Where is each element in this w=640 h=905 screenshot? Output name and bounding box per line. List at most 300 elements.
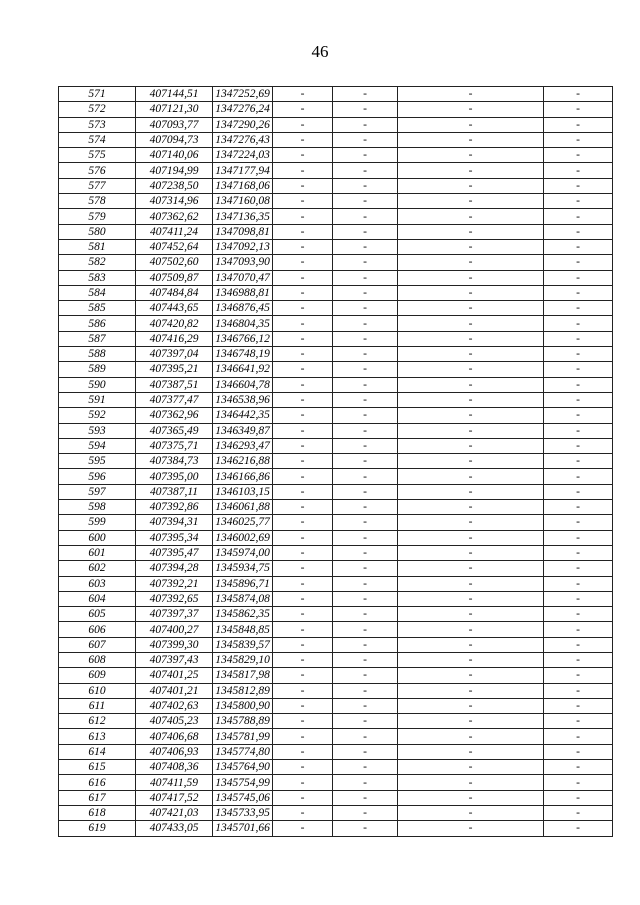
column-6-cell: - [398,316,544,331]
column-7-cell: - [544,148,613,163]
point-number-cell: 578 [59,194,136,209]
x-coordinate-cell: 407397,04 [136,347,213,362]
point-number-cell: 602 [59,561,136,576]
column-5-cell: - [333,821,398,836]
point-number-cell: 573 [59,117,136,132]
table-row [59,285,613,300]
table-row [59,239,613,254]
x-coordinate-cell: 407408,36 [136,760,213,775]
column-7-cell: - [544,545,613,560]
x-coordinate-cell: 407384,73 [136,454,213,469]
point-number-cell: 618 [59,805,136,820]
point-number-cell: 589 [59,362,136,377]
y-coordinate-cell: 1345781,99 [213,729,273,744]
column-7-cell: - [544,668,613,683]
column-7-cell: - [544,239,613,254]
table-row [59,316,613,331]
point-number-cell: 576 [59,163,136,178]
point-number-cell: 609 [59,668,136,683]
column-4-cell: - [273,683,333,698]
column-4-cell: - [273,607,333,622]
point-number-cell: 619 [59,821,136,836]
table-row [59,347,613,362]
column-4-cell: - [273,760,333,775]
column-4-cell: - [273,668,333,683]
column-6-cell: - [398,744,544,759]
y-coordinate-cell: 1347290,26 [213,117,273,132]
table-row [59,438,613,453]
column-7-cell: - [544,652,613,667]
column-6-cell: - [398,637,544,652]
table-row [59,729,613,744]
x-coordinate-cell: 407509,87 [136,270,213,285]
table-row [59,576,613,591]
x-coordinate-cell: 407387,11 [136,484,213,499]
column-7-cell: - [544,163,613,178]
y-coordinate-cell: 1346061,88 [213,500,273,515]
column-5-cell: - [333,530,398,545]
column-6-cell: - [398,87,544,102]
point-number-cell: 595 [59,454,136,469]
point-number-cell: 582 [59,255,136,270]
y-coordinate-cell: 1347070,47 [213,270,273,285]
column-6-cell: - [398,805,544,820]
x-coordinate-cell: 407405,23 [136,714,213,729]
table-row [59,500,613,515]
x-coordinate-cell: 407401,25 [136,668,213,683]
column-5-cell: - [333,729,398,744]
column-4-cell: - [273,423,333,438]
column-5-cell: - [333,469,398,484]
x-coordinate-cell: 407395,00 [136,469,213,484]
y-coordinate-cell: 1345848,85 [213,622,273,637]
column-5-cell: - [333,668,398,683]
table-row [59,132,613,147]
column-4-cell: - [273,530,333,545]
column-5-cell: - [333,163,398,178]
column-4-cell: - [273,178,333,193]
column-7-cell: - [544,576,613,591]
point-number-cell: 572 [59,102,136,117]
table-body [59,87,613,837]
column-6-cell: - [398,178,544,193]
point-number-cell: 584 [59,285,136,300]
point-number-cell: 607 [59,637,136,652]
column-6-cell: - [398,132,544,147]
point-number-cell: 575 [59,148,136,163]
column-6-cell: - [398,821,544,836]
column-6-cell: - [398,530,544,545]
x-coordinate-cell: 407397,43 [136,652,213,667]
y-coordinate-cell: 1345733,95 [213,805,273,820]
column-7-cell: - [544,744,613,759]
table-row [59,775,613,790]
column-4-cell: - [273,729,333,744]
column-4-cell: - [273,821,333,836]
x-coordinate-cell: 407406,68 [136,729,213,744]
table-row [59,454,613,469]
column-6-cell: - [398,224,544,239]
column-7-cell: - [544,821,613,836]
y-coordinate-cell: 1345934,75 [213,561,273,576]
y-coordinate-cell: 1345974,00 [213,545,273,560]
y-coordinate-cell: 1345754,99 [213,775,273,790]
column-7-cell: - [544,270,613,285]
column-4-cell: - [273,301,333,316]
column-4-cell: - [273,270,333,285]
column-6-cell: - [398,454,544,469]
point-number-cell: 612 [59,714,136,729]
point-number-cell: 617 [59,790,136,805]
column-6-cell: - [398,163,544,178]
y-coordinate-cell: 1345896,71 [213,576,273,591]
column-5-cell: - [333,683,398,698]
table-row [59,760,613,775]
column-4-cell: - [273,698,333,713]
column-4-cell: - [273,117,333,132]
column-6-cell: - [398,362,544,377]
column-7-cell: - [544,102,613,117]
column-7-cell: - [544,408,613,423]
column-7-cell: - [544,347,613,362]
column-6-cell: - [398,469,544,484]
table-row [59,790,613,805]
column-7-cell: - [544,790,613,805]
y-coordinate-cell: 1346538,96 [213,392,273,407]
y-coordinate-cell: 1345817,98 [213,668,273,683]
table-row [59,117,613,132]
column-5-cell: - [333,805,398,820]
column-6-cell: - [398,683,544,698]
x-coordinate-cell: 407375,71 [136,438,213,453]
y-coordinate-cell: 1346876,45 [213,301,273,316]
column-6-cell: - [398,377,544,392]
table-row [59,87,613,102]
point-number-cell: 579 [59,209,136,224]
column-5-cell: - [333,301,398,316]
x-coordinate-cell: 407401,21 [136,683,213,698]
table-row [59,668,613,683]
column-6-cell: - [398,607,544,622]
column-4-cell: - [273,591,333,606]
x-coordinate-cell: 407416,29 [136,331,213,346]
column-4-cell: - [273,377,333,392]
column-4-cell: - [273,255,333,270]
column-6-cell: - [398,775,544,790]
column-4-cell: - [273,454,333,469]
column-6-cell: - [398,102,544,117]
column-7-cell: - [544,729,613,744]
point-number-cell: 588 [59,347,136,362]
point-number-cell: 610 [59,683,136,698]
x-coordinate-cell: 407417,52 [136,790,213,805]
column-7-cell: - [544,775,613,790]
column-5-cell: - [333,760,398,775]
column-5-cell: - [333,607,398,622]
column-7-cell: - [544,377,613,392]
column-5-cell: - [333,714,398,729]
point-number-cell: 585 [59,301,136,316]
column-5-cell: - [333,132,398,147]
table-row [59,255,613,270]
column-4-cell: - [273,102,333,117]
y-coordinate-cell: 1345839,57 [213,637,273,652]
column-7-cell: - [544,607,613,622]
column-5-cell: - [333,209,398,224]
column-5-cell: - [333,637,398,652]
page-number: 46 [311,42,329,61]
column-7-cell: - [544,331,613,346]
y-coordinate-cell: 1345745,06 [213,790,273,805]
column-4-cell: - [273,347,333,362]
column-7-cell: - [544,561,613,576]
column-6-cell: - [398,209,544,224]
column-5-cell: - [333,255,398,270]
column-6-cell: - [398,285,544,300]
table-row [59,484,613,499]
table-row [59,561,613,576]
table-row [59,637,613,652]
column-4-cell: - [273,484,333,499]
column-6-cell: - [398,591,544,606]
column-5-cell: - [333,576,398,591]
y-coordinate-cell: 1345800,90 [213,698,273,713]
y-coordinate-cell: 1346103,15 [213,484,273,499]
column-5-cell: - [333,454,398,469]
point-number-cell: 577 [59,178,136,193]
column-5-cell: - [333,362,398,377]
x-coordinate-cell: 407392,21 [136,576,213,591]
column-7-cell: - [544,316,613,331]
column-7-cell: - [544,224,613,239]
y-coordinate-cell: 1347160,08 [213,194,273,209]
column-4-cell: - [273,362,333,377]
y-coordinate-cell: 1347276,24 [213,102,273,117]
column-6-cell: - [398,652,544,667]
y-coordinate-cell: 1345874,08 [213,591,273,606]
x-coordinate-cell: 407395,34 [136,530,213,545]
point-number-cell: 608 [59,652,136,667]
column-4-cell: - [273,500,333,515]
column-7-cell: - [544,194,613,209]
column-5-cell: - [333,117,398,132]
point-number-cell: 574 [59,132,136,147]
column-4-cell: - [273,316,333,331]
column-7-cell: - [544,683,613,698]
column-7-cell: - [544,132,613,147]
point-number-cell: 594 [59,438,136,453]
x-coordinate-cell: 407094,73 [136,132,213,147]
column-6-cell: - [398,347,544,362]
x-coordinate-cell: 407194,99 [136,163,213,178]
x-coordinate-cell: 407144,51 [136,87,213,102]
point-number-cell: 583 [59,270,136,285]
y-coordinate-cell: 1346349,87 [213,423,273,438]
table-row [59,698,613,713]
column-4-cell: - [273,239,333,254]
column-6-cell: - [398,668,544,683]
column-5-cell: - [333,331,398,346]
table-row [59,423,613,438]
x-coordinate-cell: 407394,28 [136,561,213,576]
table-row [59,744,613,759]
point-number-cell: 603 [59,576,136,591]
column-5-cell: - [333,591,398,606]
column-6-cell: - [398,408,544,423]
point-number-cell: 571 [59,87,136,102]
column-4-cell: - [273,285,333,300]
x-coordinate-cell: 407400,27 [136,622,213,637]
table-row [59,530,613,545]
column-7-cell: - [544,178,613,193]
point-number-cell: 592 [59,408,136,423]
x-coordinate-cell: 407121,30 [136,102,213,117]
column-4-cell: - [273,805,333,820]
column-6-cell: - [398,545,544,560]
table-row [59,622,613,637]
column-5-cell: - [333,500,398,515]
column-4-cell: - [273,622,333,637]
x-coordinate-cell: 407406,93 [136,744,213,759]
table-row [59,408,613,423]
column-7-cell: - [544,530,613,545]
column-4-cell: - [273,87,333,102]
point-number-cell: 587 [59,331,136,346]
column-7-cell: - [544,484,613,499]
table-row [59,331,613,346]
column-7-cell: - [544,438,613,453]
column-7-cell: - [544,760,613,775]
point-number-cell: 597 [59,484,136,499]
point-number-cell: 596 [59,469,136,484]
point-number-cell: 613 [59,729,136,744]
column-4-cell: - [273,163,333,178]
x-coordinate-cell: 407420,82 [136,316,213,331]
table-row [59,591,613,606]
column-6-cell: - [398,392,544,407]
column-5-cell: - [333,545,398,560]
column-6-cell: - [398,331,544,346]
column-5-cell: - [333,377,398,392]
column-6-cell: - [398,576,544,591]
table-row [59,270,613,285]
column-5-cell: - [333,194,398,209]
column-6-cell: - [398,117,544,132]
column-4-cell: - [273,790,333,805]
column-7-cell: - [544,392,613,407]
table-row [59,301,613,316]
y-coordinate-cell: 1346748,19 [213,347,273,362]
x-coordinate-cell: 407238,50 [136,178,213,193]
point-number-cell: 593 [59,423,136,438]
point-number-cell: 600 [59,530,136,545]
column-7-cell: - [544,301,613,316]
column-6-cell: - [398,255,544,270]
x-coordinate-cell: 407395,21 [136,362,213,377]
column-6-cell: - [398,239,544,254]
point-number-cell: 606 [59,622,136,637]
column-6-cell: - [398,423,544,438]
x-coordinate-cell: 407395,47 [136,545,213,560]
column-5-cell: - [333,148,398,163]
table-row [59,377,613,392]
column-5-cell: - [333,285,398,300]
point-number-cell: 616 [59,775,136,790]
column-5-cell: - [333,423,398,438]
column-7-cell: - [544,285,613,300]
y-coordinate-cell: 1346804,35 [213,316,273,331]
table-row [59,209,613,224]
column-6-cell: - [398,148,544,163]
table-row [59,469,613,484]
column-6-cell: - [398,194,544,209]
table-row [59,515,613,530]
table-row [59,163,613,178]
x-coordinate-cell: 407502,60 [136,255,213,270]
y-coordinate-cell: 1346442,35 [213,408,273,423]
table-row [59,362,613,377]
x-coordinate-cell: 407452,64 [136,239,213,254]
column-4-cell: - [273,744,333,759]
column-4-cell: - [273,224,333,239]
column-4-cell: - [273,775,333,790]
column-5-cell: - [333,178,398,193]
column-7-cell: - [544,714,613,729]
column-5-cell: - [333,270,398,285]
x-coordinate-cell: 407411,24 [136,224,213,239]
column-7-cell: - [544,117,613,132]
column-6-cell: - [398,729,544,744]
column-7-cell: - [544,362,613,377]
column-5-cell: - [333,316,398,331]
y-coordinate-cell: 1347093,90 [213,255,273,270]
y-coordinate-cell: 1347276,43 [213,132,273,147]
column-6-cell: - [398,561,544,576]
x-coordinate-cell: 407377,47 [136,392,213,407]
y-coordinate-cell: 1345774,80 [213,744,273,759]
column-6-cell: - [398,760,544,775]
x-coordinate-cell: 407421,03 [136,805,213,820]
x-coordinate-cell: 407402,63 [136,698,213,713]
column-4-cell: - [273,148,333,163]
column-6-cell: - [398,301,544,316]
column-6-cell: - [398,515,544,530]
column-4-cell: - [273,637,333,652]
y-coordinate-cell: 1345701,66 [213,821,273,836]
table-row [59,148,613,163]
y-coordinate-cell: 1347136,35 [213,209,273,224]
column-5-cell: - [333,438,398,453]
y-coordinate-cell: 1347098,81 [213,224,273,239]
y-coordinate-cell: 1347224,03 [213,148,273,163]
y-coordinate-cell: 1346766,12 [213,331,273,346]
column-5-cell: - [333,515,398,530]
y-coordinate-cell: 1346293,47 [213,438,273,453]
column-4-cell: - [273,576,333,591]
x-coordinate-cell: 407392,86 [136,500,213,515]
coordinates-table [58,86,613,837]
column-6-cell: - [398,698,544,713]
column-4-cell: - [273,438,333,453]
x-coordinate-cell: 407433,05 [136,821,213,836]
column-4-cell: - [273,714,333,729]
y-coordinate-cell: 1347092,13 [213,239,273,254]
x-coordinate-cell: 407140,06 [136,148,213,163]
column-5-cell: - [333,224,398,239]
column-6-cell: - [398,622,544,637]
point-number-cell: 591 [59,392,136,407]
column-4-cell: - [273,515,333,530]
